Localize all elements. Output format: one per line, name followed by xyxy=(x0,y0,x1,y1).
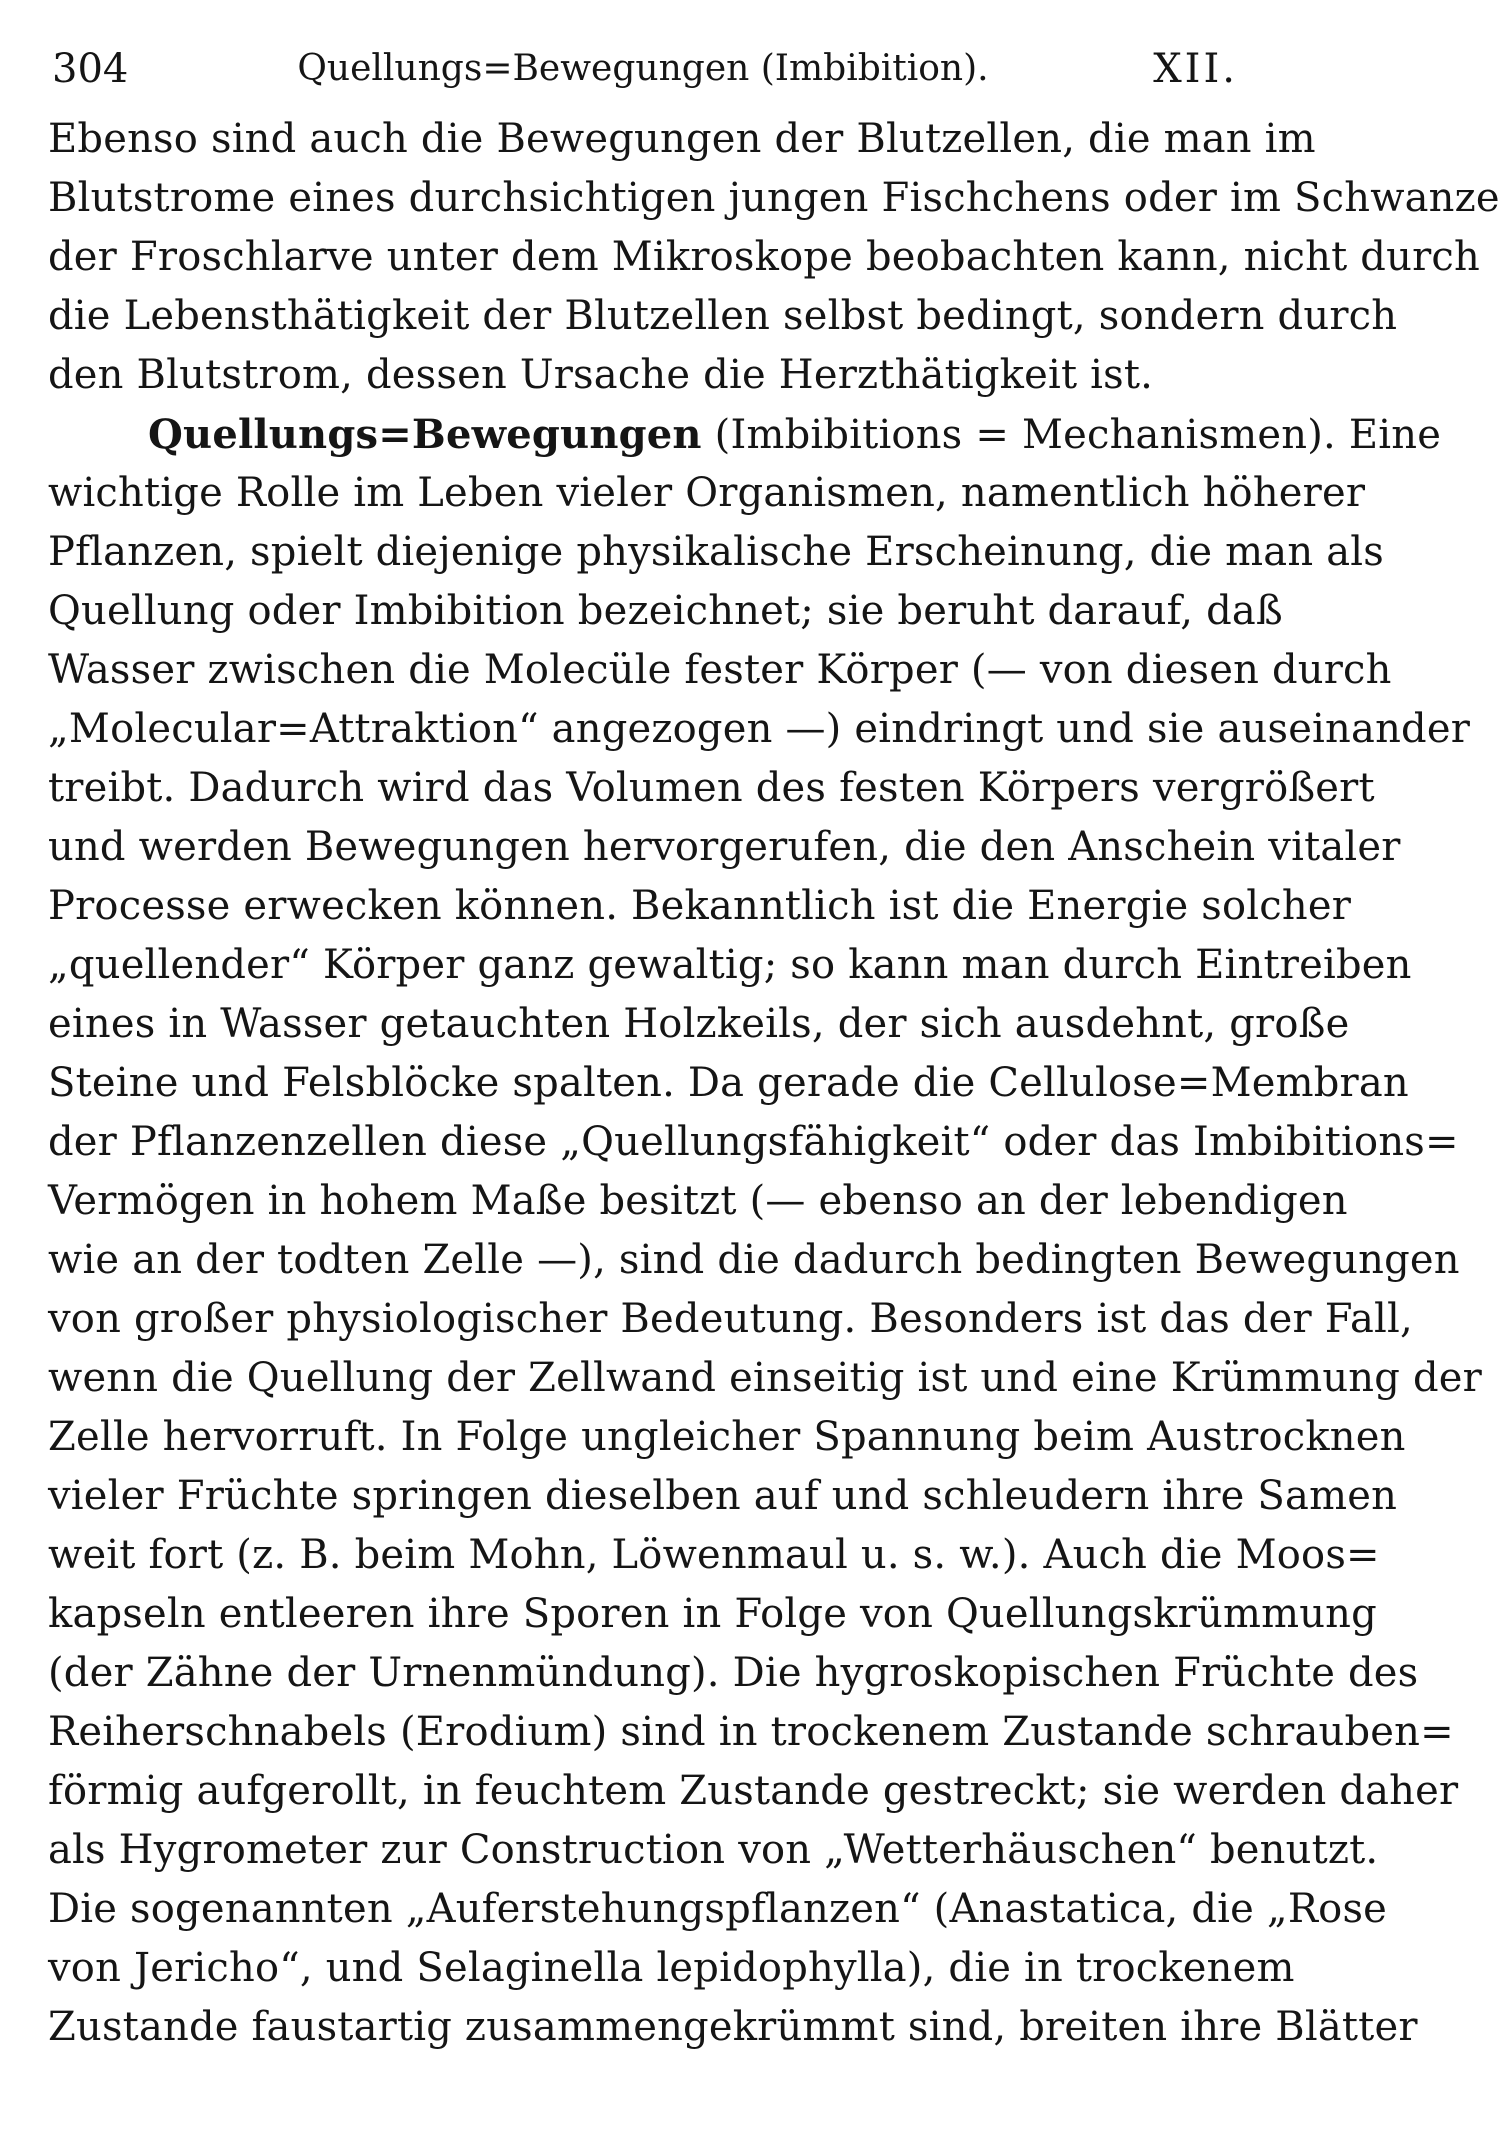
text-line: als Hygrometer zur Construction von „Wetterhäuschen“ benutzt. xyxy=(48,1827,1379,1873)
text-line: der Froschlarve unter dem Mikroskope beobachten kann, nicht durch xyxy=(48,234,1480,280)
section-heading-line xyxy=(48,405,1442,464)
text-line: vieler Früchte springen dieselben auf und schleudern ihre Samen xyxy=(48,1473,1398,1519)
text-line: Reiherschnabels (Erodium) sind in trockenem Zustande schrauben= xyxy=(48,1709,1454,1755)
paragraph-end-line: den Blutstrom, dessen Ursache die Herzthätigkeit ist. xyxy=(48,352,1154,398)
text-line: treibt. Dadurch wird das Volumen des festen Körpers vergrößert xyxy=(48,765,1375,811)
running-title: Quellungs=Bewegungen (Imbibition). xyxy=(297,48,989,89)
text-line: „Molecular=Attraktion“ angezogen —) eindringt und sie auseinander xyxy=(48,706,1471,752)
text-line: Blutstrome eines durchsichtigen jungen Fischchens oder im Schwanze xyxy=(48,175,1500,221)
text-line: Processe erwecken können. Bekanntlich ist die Energie solcher xyxy=(48,883,1352,929)
text-line: Steine und Felsblöcke spalten. Da gerade die Cellulose=Membran xyxy=(48,1060,1409,1106)
section-heading-continuation: (Imbibitions = Mechanismen). Eine xyxy=(701,412,1442,458)
text-line: wie an der todten Zelle —), sind die dadurch bedingten Bewegungen xyxy=(48,1237,1460,1283)
text-line: die Lebensthätigkeit der Blutzellen selbst bedingt, sondern durch xyxy=(48,293,1398,339)
text-line: von großer physiologischer Bedeutung. Besonders ist das der Fall, xyxy=(48,1296,1413,1342)
text-line: Zustande faustartig zusammengekrümmt sind, breiten ihre Blätter xyxy=(48,2004,1418,2050)
text-line: wichtige Rolle im Leben vieler Organismen, namentlich höherer xyxy=(48,470,1366,516)
text-line: Vermögen in hohem Maße besitzt (— ebenso an der lebendigen xyxy=(48,1178,1348,1224)
body-text xyxy=(48,110,1500,2057)
text-line: Wasser zwischen die Molecüle fester Körper (— von diesen durch xyxy=(48,647,1392,693)
section-number: XII. xyxy=(1153,46,1238,92)
text-line: (der Zähne der Urnenmündung). Die hygroskopischen Früchte des xyxy=(48,1650,1419,1696)
page-number: 304 xyxy=(52,46,129,92)
text-line: Ebenso sind auch die Bewegungen der Blutzellen, die man im xyxy=(48,116,1316,162)
text-line: von Jericho“, und Selaginella lepidophylla), die in trockenem xyxy=(48,1945,1295,1991)
section-heading: Quellungs=Bewegungen xyxy=(148,411,702,458)
text-line: Zelle hervorruft. In Folge ungleicher Spannung beim Austrocknen xyxy=(48,1414,1406,1460)
text-line: kapseln entleeren ihre Sporen in Folge von Quellungskrümmung xyxy=(48,1591,1377,1637)
text-line: wenn die Quellung der Zellwand einseitig ist und eine Krümmung der xyxy=(48,1355,1482,1401)
text-line: Quellung oder Imbibition bezeichnet; sie beruht darauf, daß xyxy=(48,588,1283,634)
text-line: Die sogenannten „Auferstehungspflanzen“ (Anastatica, die „Rose xyxy=(48,1886,1388,1932)
text-line: „quellender“ Körper ganz gewaltig; so kann man durch Eintreiben xyxy=(48,942,1412,988)
text-line: der Pflanzenzellen diese „Quellungsfähigkeit“ oder das Imbibitions= xyxy=(48,1119,1459,1165)
text-line: eines in Wasser getauchten Holzkeils, der sich ausdehnt, große xyxy=(48,1001,1350,1047)
book-page xyxy=(48,38,1500,2057)
text-line: förmig aufgerollt, in feuchtem Zustande gestreckt; sie werden daher xyxy=(48,1768,1459,1814)
text-line: Pflanzen, spielt diejenige physikalische Erscheinung, die man als xyxy=(48,529,1384,575)
text-line: weit fort (z. B. beim Mohn, Löwenmaul u. s. w.). Auch die Moos= xyxy=(48,1532,1380,1578)
page-header xyxy=(48,38,1238,100)
text-line: und werden Bewegungen hervorgerufen, die den Anschein vitaler xyxy=(48,824,1401,870)
